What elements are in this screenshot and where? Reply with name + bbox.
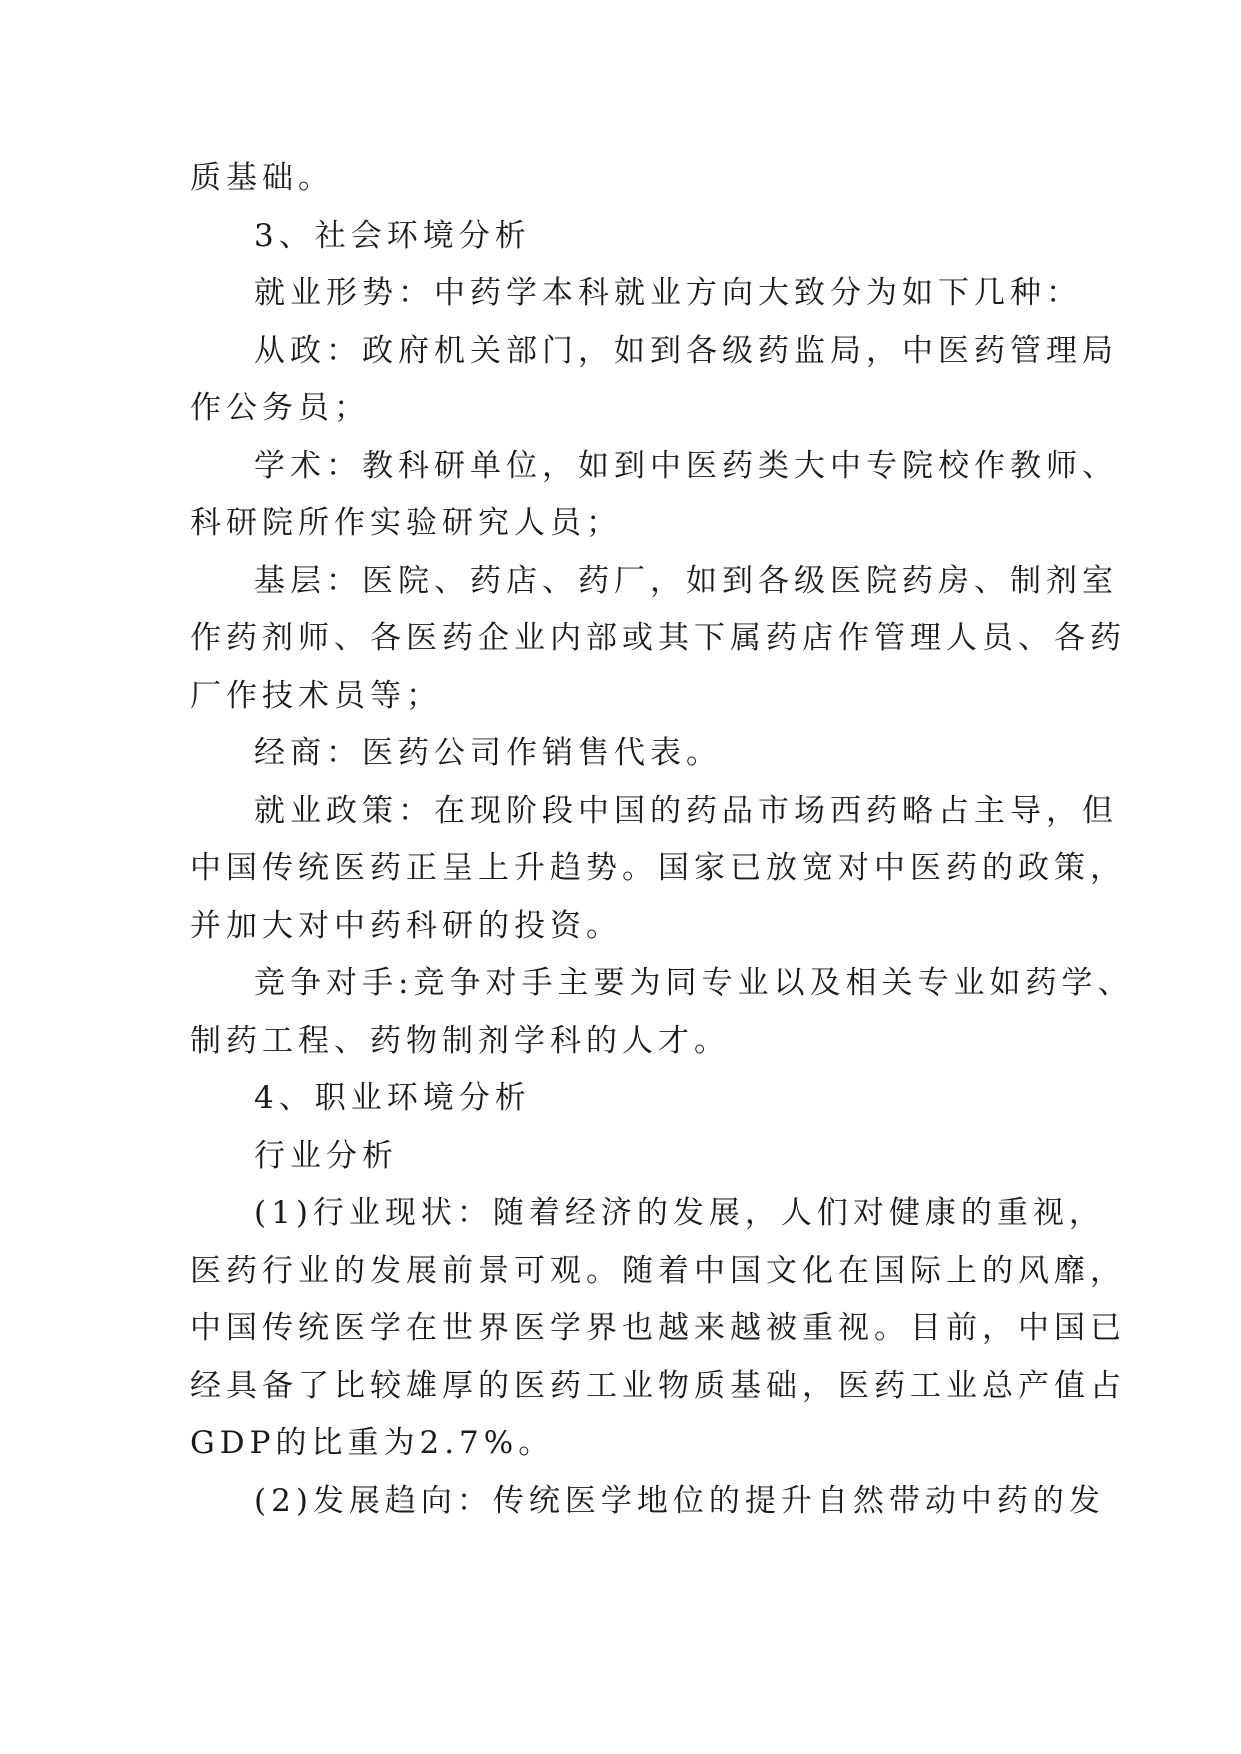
text-line: (2)发展趋向：传统医学地位的提升自然带动中药的发 — [254, 1482, 1105, 1519]
text-line: 科研院所作实验研究人员； — [190, 505, 622, 541]
text-line: (1)行业现状：随着经济的发展，人们对健康的重视， — [254, 1195, 1105, 1231]
text-line: 从政：政府机关部门，如到各级药监局，中医药管理局 — [254, 332, 1118, 369]
text-line: 中国传统医学在世界医学界也越来越被重视。目前，中国已 — [190, 1310, 1126, 1346]
text-line: 中国传统医药正呈上升趋势。国家已放宽对中医药的政策， — [190, 850, 1126, 886]
text-line: 经具备了比较雄厚的医药工业物质基础，医药工业总产值占 — [190, 1367, 1126, 1404]
text-line: 医药行业的发展前景可观。随着中国文化在国际上的风靡， — [190, 1252, 1126, 1289]
text-line: 作药剂师、各医药企业内部或其下属药店作管理人员、各药 — [190, 620, 1126, 656]
section-heading: 3、社会环境分析 — [254, 217, 531, 254]
text-line: GDP的比重为2.7%。 — [190, 1425, 555, 1461]
text-line: 就业形势：中药学本科就业方向大致分为如下几种： — [254, 275, 1082, 311]
text-line: 就业政策：在现阶段中国的药品市场西药略占主导，但 — [254, 792, 1118, 829]
text-line: 厂作技术员等； — [190, 677, 442, 714]
section-heading: 4、职业环境分析 — [254, 1080, 531, 1116]
document-page — [190, 150, 1134, 1530]
subsection-heading: 行业分析 — [254, 1137, 398, 1174]
text-line: 制药工程、药物制剂学科的人才。 — [190, 1022, 730, 1059]
text-line: 学术：教科研单位，如到中医药类大中专院校作教师、 — [254, 447, 1118, 484]
text-line: 质基础。 — [190, 160, 334, 196]
text-line: 竞争对手:竞争对手主要为同专业以及相关专业如药学、 — [254, 965, 1134, 1001]
text-line: 经商：医药公司作销售代表。 — [254, 735, 722, 771]
text-line: 并加大对中药科研的投资。 — [190, 907, 622, 944]
text-line: 基层：医院、药店、药厂，如到各级医院药房、制剂室 — [254, 562, 1118, 599]
text-line: 作公务员； — [190, 390, 370, 426]
